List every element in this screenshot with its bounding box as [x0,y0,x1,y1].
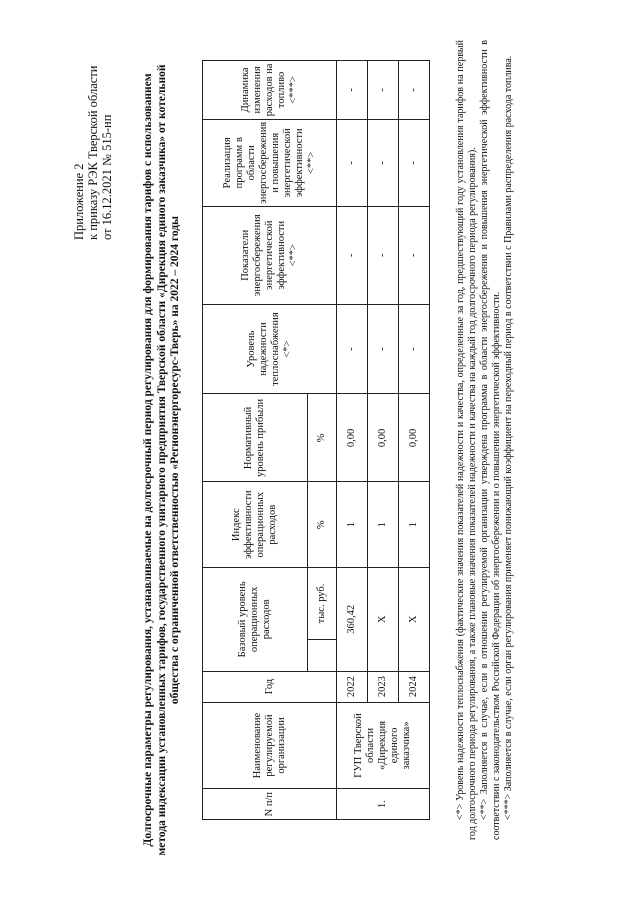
unit-profit: % [308,394,337,482]
header-index: Индекс эффективности операционных расходов [203,482,308,568]
cell-reliability: - [399,304,430,394]
cell-fuel: - [399,61,430,120]
header-base: Базовый уровень операционных расходов [203,568,308,672]
header-profit: Нормативный уровень прибыли [203,394,308,482]
cell-base: 360,42 [337,568,368,672]
table-row [337,61,368,820]
header-org: Наименование регулируемой организации [203,702,337,789]
cell-fuel: - [368,61,399,120]
footnote-3: <***> Заполняется в случае, если орган регулирования применяет понижающий коэффициент на переходный период в соответствии с Правилами распределения расхода топлива. [503,55,514,820]
cell-reliability: - [368,304,399,394]
parameters-table [202,60,430,820]
appendix-order-ref: к приказу РЭК Тверской области [86,65,100,240]
header-energy: Показатели энергосбережения энергетической эффективности <**> [203,206,337,304]
cell-programs: - [368,119,399,206]
cell-energy: - [399,206,430,304]
cell-index: 1 [337,482,368,568]
cell-programs: - [337,119,368,206]
cell-fuel: - [337,61,368,120]
footnotes [455,40,515,840]
cell-base: X [399,568,430,672]
appendix-header [72,60,114,240]
header-num: N п/п [203,789,337,820]
cell-energy: - [368,206,399,304]
cell-programs: - [399,119,430,206]
table-header-row [203,61,308,820]
org-name: ГУП Тверской области «Дирекция единого заказчика» [337,702,430,789]
header-fuel: Динамика изменения расходов на топливо <***> [203,61,337,120]
cell-profit: 0,00 [399,394,430,482]
document-title: Долгосрочные параметры регулирования, устанавливаемые на долгосрочный период регулирования для формирования тарифов с использованием метода индексации установленных тарифов, государственного унитарного предприятия Тверской области «Дирекция единого заказчика» от котельной общества с ограниченной ответственностью «Регионэнергоресурс-Тверь» на 2022 – 2024 годы [142,64,181,856]
footnote-1: <*> Уровень надежности теплоснабжения (фактические значения показателей надежности и качества, определенные за год, предшествующий году установления тарифов на первый год долгосрочного периода регулирования, а также плановые значения показателей надежности и качества на каждый год долгосрочного периода регулирования). [455,40,478,840]
cell-profit: 0,00 [337,394,368,482]
cell-year: 2023 [368,671,399,702]
cell-base: X [368,568,399,672]
row-number: 1. [337,789,430,820]
unit-index: % [308,482,337,568]
cell-profit: 0,00 [368,394,399,482]
cell-year: 2022 [337,671,368,702]
header-programs: Реализация программ в области энергосбережения и повышения энергетической эффективности <**> [203,119,337,206]
cell-index: 1 [399,482,430,568]
header-year: Год [203,671,337,702]
appendix-order-date: от 16.12.2021 № 515-нп [100,114,114,240]
cell-reliability: - [337,304,368,394]
footnote-2: <**> Заполняется в случае, если в отношении регулируемой организации утверждена программа в области энергосбережения и повышения энергетической эффективности в соответствии с законодательством Российской Федерации об энергосбережении и о повышении энергетической эффективности. [479,40,502,840]
appendix-title: Приложение 2 [72,163,86,240]
cell-energy: - [337,206,368,304]
unit-base: тыс. руб. [308,568,337,640]
cell-index: 1 [368,482,399,568]
header-reliability: Уровень надежности теплоснабжения <*> [203,304,337,394]
cell-year: 2024 [399,671,430,702]
